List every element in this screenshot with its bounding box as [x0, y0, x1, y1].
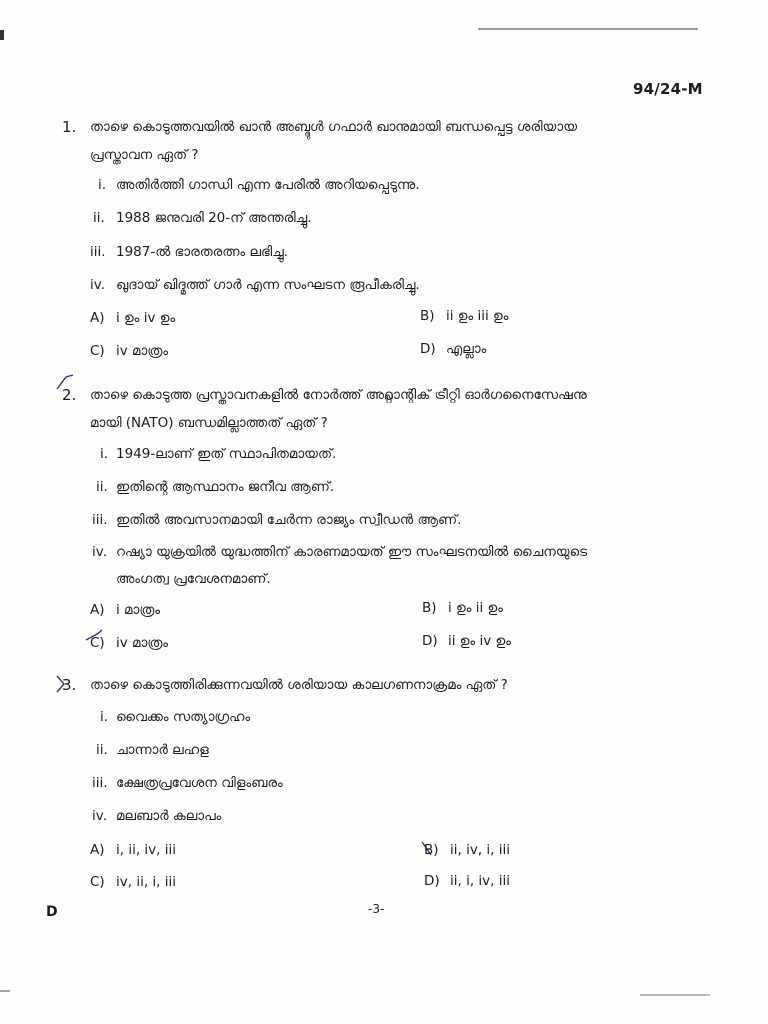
option-a-label[interactable]: A)	[90, 310, 105, 326]
option-a-text[interactable]: i, ii, iv, iii	[116, 842, 176, 858]
option-c-label[interactable]: C)	[90, 343, 105, 359]
statement-text: ഖുദായ് ഖിദ്മത്ത് ഗാർ എന്ന സംഘടന രൂപീകരിച്ചു.	[116, 277, 420, 293]
statement-text: ഇതിൽ അവസാനമായി ചേർന്ന രാജ്യം സ്വീഡൻ ആണ്.	[116, 512, 462, 528]
option-b-label[interactable]: B)	[422, 600, 437, 616]
statement-label: i.	[98, 177, 107, 193]
statement-label: iv.	[92, 544, 107, 560]
page-number: -3-	[368, 902, 385, 916]
option-a-label[interactable]: A)	[90, 842, 105, 858]
option-d-label[interactable]: D)	[424, 873, 440, 889]
question-number: 3.	[62, 676, 77, 694]
option-d-label[interactable]: D)	[422, 633, 438, 649]
statement-text: റഷ്യാ യുക്രയിൽ യുദ്ധത്തിന് കാരണമായത് ഈ സംഘടനയിൽ ചൈനയുടെ	[116, 544, 588, 560]
statement-text: ഇതിന്റെ ആസ്ഥാനം ജനീവ ആണ്.	[116, 479, 335, 495]
statement-label: iii.	[90, 244, 106, 260]
option-c-text[interactable]: iv മാത്രം	[116, 343, 168, 359]
statement-label: ii.	[93, 210, 105, 226]
statement-text: 1949-ലാണ് ഇത് സ്ഥാപിതമായത്.	[116, 446, 337, 462]
footer-series-code: D	[46, 904, 58, 920]
option-a-text[interactable]: i മാത്രം	[116, 602, 161, 618]
option-b-text[interactable]: ii, iv, i, iii	[450, 842, 510, 858]
statement-text: 1987-ൽ ഭാരതരത്നം ലഭിച്ചു.	[116, 244, 288, 260]
statement-label: iii.	[92, 775, 108, 791]
option-a-label[interactable]: A)	[90, 602, 105, 618]
option-c-label[interactable]: C)	[90, 874, 105, 890]
paper-code: 94/24-M	[633, 80, 703, 98]
statement-label: iii.	[92, 512, 108, 528]
bottom-rule	[640, 994, 710, 996]
option-b-label[interactable]: B)	[420, 308, 435, 324]
statement-label: iv.	[90, 277, 105, 293]
question-text-line1: താഴെ കൊടുത്തവയിൽ ഖാൻ അബ്ദുൾ ഗഫാർ ഖാനുമായി ബന്ധപ്പെട്ട ശരിയായ	[90, 119, 577, 135]
statement-label: ii.	[96, 742, 108, 758]
statement-label: ii.	[96, 479, 108, 495]
option-d-text[interactable]: ii, i, iv, iii	[450, 873, 510, 889]
statement-text: ക്ഷേത്രപ്രവേശന വിളംബരം	[116, 775, 283, 791]
statement-label: i.	[100, 446, 109, 462]
option-b-text[interactable]: ii ഉം iii ഉം	[446, 308, 509, 324]
option-c-text[interactable]: iv മാത്രം	[116, 635, 168, 651]
statement-text: വൈക്കം സത്യാഗ്രഹം	[116, 709, 251, 725]
statement-label: i.	[100, 709, 109, 725]
option-b-label[interactable]: B)	[424, 842, 439, 858]
option-b-text[interactable]: i ഉം ii ഉം	[448, 600, 503, 616]
option-a-text[interactable]: i ഉം iv ഉം	[116, 310, 176, 326]
statement-text: മലബാർ കലാപം	[116, 808, 222, 824]
statement-text: അതിർത്തി ഗാന്ധി എന്ന പേരിൽ അറിയപ്പെടുന്നു.	[116, 177, 420, 193]
option-c-text[interactable]: iv, ii, i, iii	[116, 874, 176, 890]
question-number: 1.	[62, 118, 77, 136]
statement-text-cont: അംഗത്വ പ്രവേശനമാണ്.	[116, 571, 271, 587]
question-text-line1: താഴെ കൊടുത്ത പ്രസ്താവനകളിൽ നോർത്ത് അറ്റ്ലാന്റിക് ട്രീറ്റി ഓർഗനൈസേഷനു	[90, 387, 587, 403]
scan-edge-mark	[0, 990, 10, 992]
option-d-label[interactable]: D)	[420, 341, 436, 357]
statement-label: iv.	[92, 808, 107, 824]
question-text-line2: മായി (NATO) ബന്ധമില്ലാത്തത് ഏത് ?	[90, 415, 328, 431]
option-d-text[interactable]: എല്ലാം	[446, 341, 487, 357]
scan-edge-mark	[0, 30, 4, 40]
question-text-line1: താഴെ കൊടുത്തിരിക്കുന്നവയിൽ ശരിയായ കാലഗണനാക്രമം ഏത് ?	[90, 677, 508, 693]
top-rule	[478, 28, 698, 30]
option-d-text[interactable]: ii ഉം iv ഉം	[448, 633, 511, 649]
question-number: 2.	[62, 386, 77, 404]
question-text-line2: പ്രസ്താവന ഏത് ?	[90, 147, 199, 163]
statement-text: ചാന്നാർ ലഹള	[116, 742, 209, 758]
option-c-label[interactable]: C)	[90, 635, 105, 651]
statement-text: 1988 ജനുവരി 20-ന് അന്തരിച്ചു.	[116, 210, 312, 226]
